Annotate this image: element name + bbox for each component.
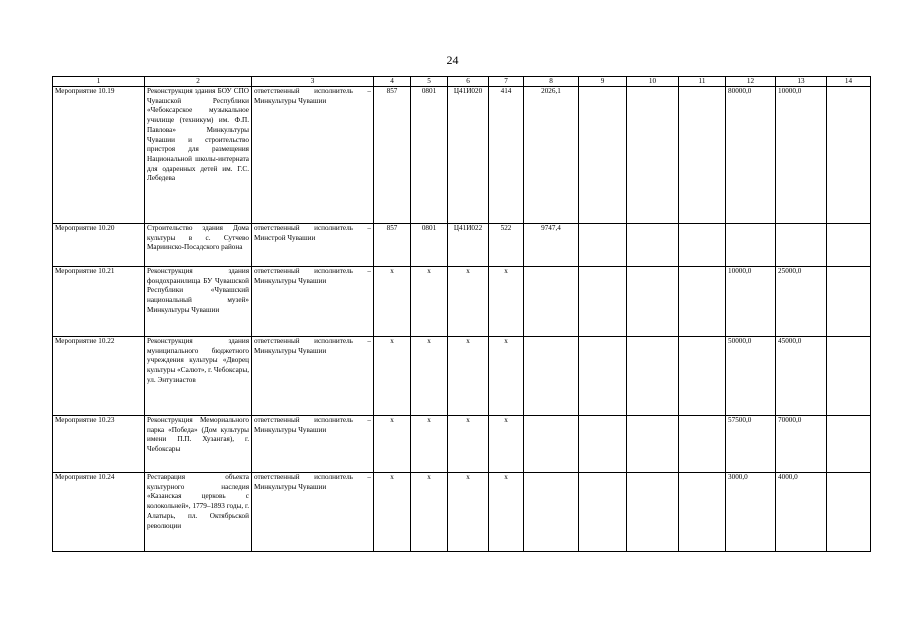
cell-col13: 10000,0 (776, 87, 827, 224)
cell-col5: x (411, 473, 448, 552)
cell-col14 (827, 473, 871, 552)
column-header: 1 (53, 77, 145, 87)
table-row (53, 473, 871, 552)
activity-name: Мероприятие 10.21 (53, 267, 145, 337)
cell-col13 (776, 224, 827, 267)
cell-col12: 80000,0 (726, 87, 776, 224)
table-row (53, 224, 871, 267)
cell-col11 (679, 224, 726, 267)
cell-col5: 0801 (411, 224, 448, 267)
cell-col4: 857 (374, 224, 411, 267)
column-header: 13 (776, 77, 827, 87)
cell-col14 (827, 267, 871, 337)
cell-col5: x (411, 267, 448, 337)
column-header: 5 (411, 77, 448, 87)
cell-col7: x (489, 473, 524, 552)
column-header: 8 (524, 77, 579, 87)
activity-description: Строительство здания Дома культуры в с. Сутчево Мариинско-Посадского района (145, 224, 252, 267)
cell-col12 (726, 224, 776, 267)
column-header: 2 (145, 77, 252, 87)
cell-col10 (627, 267, 679, 337)
cell-col6: Ц41И020 (448, 87, 489, 224)
cell-col9 (579, 87, 627, 224)
cell-col8: 9747,4 (524, 224, 579, 267)
cell-col11 (679, 416, 726, 473)
responsible-executor: ответственный исполнитель – Минкультуры Чувашии (252, 267, 374, 337)
page-number: 24 (446, 53, 459, 67)
column-header: 6 (448, 77, 489, 87)
cell-col7: 522 (489, 224, 524, 267)
cell-col8 (524, 473, 579, 552)
cell-col12: 57500,0 (726, 416, 776, 473)
column-header: 4 (374, 77, 411, 87)
cell-col9 (579, 337, 627, 416)
cell-col14 (827, 416, 871, 473)
cell-col13: 45000,0 (776, 337, 827, 416)
cell-col5: x (411, 337, 448, 416)
cell-col7: x (489, 416, 524, 473)
activity-description: Реконструкция Мемориального парка «Победа» (Дом культуры имени П.П. Хузангая), г. Чебоксары (145, 416, 252, 473)
activity-name: Мероприятие 10.19 (53, 87, 145, 224)
cell-col6: x (448, 267, 489, 337)
activity-name: Мероприятие 10.22 (53, 337, 145, 416)
cell-col4: x (374, 416, 411, 473)
activity-name: Мероприятие 10.24 (53, 473, 145, 552)
responsible-executor: ответственный исполнитель – Минкультуры Чувашии (252, 87, 374, 224)
cell-col4: x (374, 337, 411, 416)
cell-col8 (524, 337, 579, 416)
cell-col13: 4000,0 (776, 473, 827, 552)
cell-col11 (679, 87, 726, 224)
column-header: 9 (579, 77, 627, 87)
cell-col8: 2026,1 (524, 87, 579, 224)
cell-col8 (524, 416, 579, 473)
cell-col14 (827, 224, 871, 267)
table-row (53, 87, 871, 224)
column-header: 11 (679, 77, 726, 87)
column-header: 7 (489, 77, 524, 87)
activity-name: Мероприятие 10.20 (53, 224, 145, 267)
cell-col11 (679, 267, 726, 337)
responsible-executor: ответственный исполнитель – Минстрой Чувашии (252, 224, 374, 267)
cell-col12: 3000,0 (726, 473, 776, 552)
cell-col10 (627, 224, 679, 267)
table-row (53, 416, 871, 473)
column-header: 3 (252, 77, 374, 87)
cell-col4: x (374, 267, 411, 337)
cell-col12: 50000,0 (726, 337, 776, 416)
activity-name: Мероприятие 10.23 (53, 416, 145, 473)
cell-col10 (627, 87, 679, 224)
column-number-header (53, 77, 871, 87)
cell-col5: x (411, 416, 448, 473)
cell-col10 (627, 337, 679, 416)
column-header: 12 (726, 77, 776, 87)
cell-col9 (579, 416, 627, 473)
cell-col6: x (448, 473, 489, 552)
cell-col9 (579, 224, 627, 267)
activity-description: Реконструкция здания фондохранилища БУ Чувашской Республики «Чувашский национальный музей» Минкультуры Чувашии (145, 267, 252, 337)
cell-col6: Ц41И022 (448, 224, 489, 267)
responsible-executor: ответственный исполнитель – Минкультуры Чувашии (252, 337, 374, 416)
cell-col11 (679, 473, 726, 552)
cell-col14 (827, 87, 871, 224)
program-activities-table (52, 76, 871, 552)
column-header: 14 (827, 77, 871, 87)
cell-col9 (579, 473, 627, 552)
cell-col7: x (489, 267, 524, 337)
cell-col13: 25000,0 (776, 267, 827, 337)
cell-col6: x (448, 416, 489, 473)
cell-col12: 10000,0 (726, 267, 776, 337)
cell-col13: 70000,0 (776, 416, 827, 473)
activity-description: Реставрация объекта культурного наследия «Казанская церковь с колокольней», 1779–1893 годы, г. Алатырь, пл. Октябрьской революции (145, 473, 252, 552)
cell-col14 (827, 337, 871, 416)
cell-col7: x (489, 337, 524, 416)
cell-col4: 857 (374, 87, 411, 224)
cell-col6: x (448, 337, 489, 416)
cell-col9 (579, 267, 627, 337)
cell-col8 (524, 267, 579, 337)
column-header: 10 (627, 77, 679, 87)
cell-col11 (679, 337, 726, 416)
responsible-executor: ответственный исполнитель – Минкультуры Чувашии (252, 416, 374, 473)
cell-col5: 0801 (411, 87, 448, 224)
cell-col10 (627, 473, 679, 552)
cell-col7: 414 (489, 87, 524, 224)
cell-col4: x (374, 473, 411, 552)
activity-description: Реконструкция здания БОУ СПО Чувашской Республики «Чебоксарское музыкальное училище (техникум) им. Ф.П. Павлова» Минкультуры Чувашии и строительство пристроя для размещения Национальной школы-интерната для одаренных детей им. Г.С. Лебедева (145, 87, 252, 224)
cell-col10 (627, 416, 679, 473)
responsible-executor: ответственный исполнитель – Минкультуры Чувашии (252, 473, 374, 552)
header-row (53, 77, 871, 87)
table-row (53, 267, 871, 337)
activity-description: Реконструкция здания муниципального бюджетного учреждения культуры «Дворец культуры «Салют», г. Чебоксары, ул. Энтузиастов (145, 337, 252, 416)
table-row (53, 337, 871, 416)
